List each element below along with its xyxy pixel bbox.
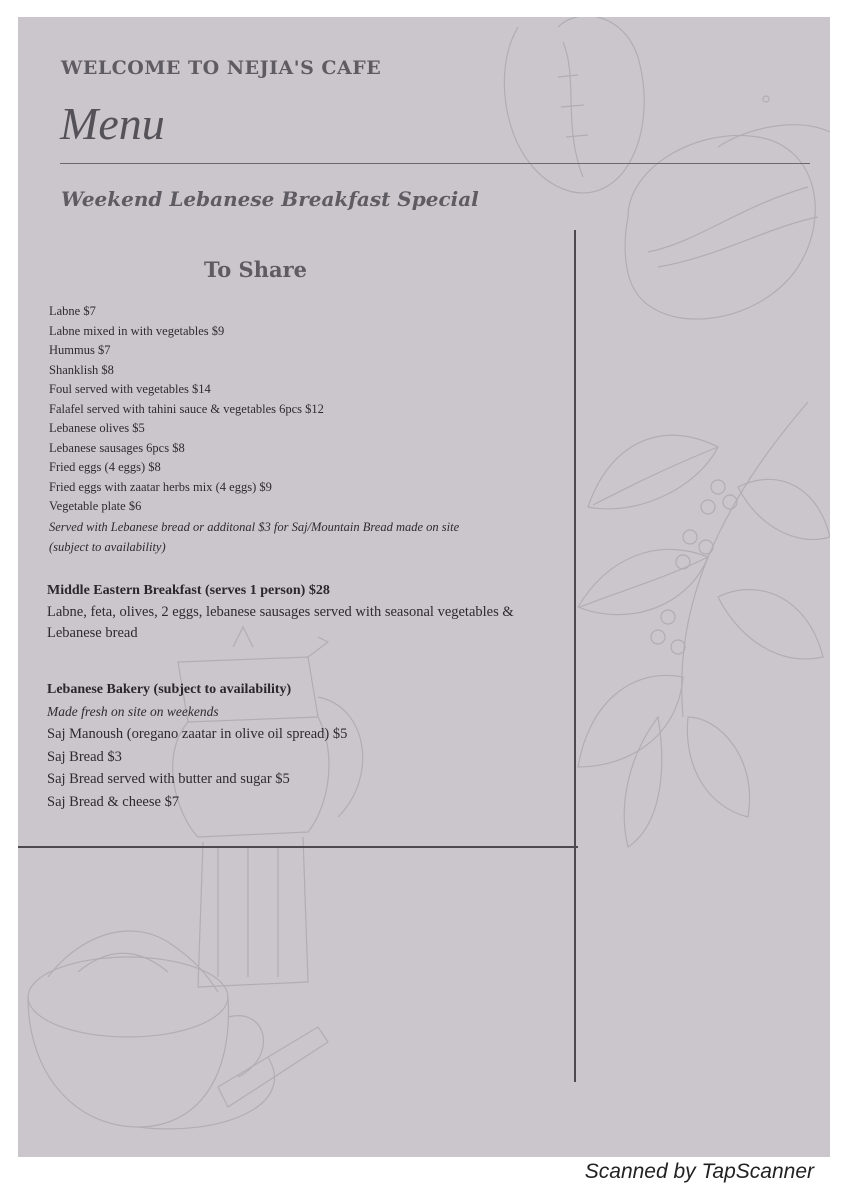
to-share-list bbox=[49, 302, 459, 557]
list-item: Lebanese olives $5 bbox=[49, 421, 145, 435]
availability-note: (subject to availability) bbox=[49, 539, 166, 554]
list-item: Fried eggs (4 eggs) $8 bbox=[49, 460, 161, 474]
divider bbox=[60, 163, 810, 164]
coffee-branch-illustration bbox=[578, 402, 830, 847]
middle-eastern-breakfast-section bbox=[47, 580, 567, 644]
list-item: Saj Bread served with butter and sugar $5 bbox=[47, 771, 290, 787]
scanner-watermark: Scanned by TapScanner bbox=[584, 1160, 814, 1183]
list-item: Hummus $7 bbox=[49, 343, 111, 357]
middle-eastern-breakfast-description: Labne, feta, olives, 2 eggs, lebanese sausages served with seasonal vegetables & Lebanese bread bbox=[47, 604, 514, 641]
list-item: Saj Manoush (oregano zaatar in olive oil spread) $5 bbox=[47, 726, 348, 742]
list-item: Lebanese sausages 6pcs $8 bbox=[49, 440, 185, 455]
to-share-heading: To Share bbox=[204, 257, 308, 282]
lebanese-bakery-section bbox=[47, 679, 347, 813]
list-item: Vegetable plate $6 bbox=[49, 499, 142, 513]
cafe-welcome-heading: WELCOME TO NEJIA'S CAFE bbox=[61, 57, 382, 79]
list-item: Falafel served with tahini sauce & vegetables 6pcs $12 bbox=[49, 401, 324, 416]
coffee-beans-illustration bbox=[504, 17, 830, 319]
list-item: Fried eggs with zaatar herbs mix (4 eggs) $9 bbox=[49, 479, 272, 494]
list-item: Labne $7 bbox=[49, 304, 96, 318]
list-item: Saj Bread & cheese $7 bbox=[47, 793, 180, 810]
menu-title: Menu bbox=[60, 98, 165, 149]
bread-note: Served with Lebanese bread or additonal $3 for Saj/Mountain Bread made on site bbox=[49, 519, 460, 534]
list-item: Saj Bread $3 bbox=[47, 748, 122, 765]
column-divider bbox=[574, 230, 576, 1082]
lebanese-bakery-subtitle: Made fresh on site on weekends bbox=[47, 704, 219, 719]
menu-page bbox=[18, 17, 830, 1157]
coffee-cup-illustration bbox=[28, 931, 328, 1129]
list-item: Labne mixed in with vegetables $9 bbox=[49, 323, 225, 338]
list-item: Shanklish $8 bbox=[49, 362, 114, 377]
middle-eastern-breakfast-title: Middle Eastern Breakfast (serves 1 person) $28 bbox=[47, 583, 330, 598]
list-item: Foul served with vegetables $14 bbox=[49, 382, 211, 396]
lebanese-bakery-title: Lebanese Bakery (subject to availability) bbox=[47, 682, 292, 697]
section-divider bbox=[18, 846, 578, 848]
special-title: Weekend Lebanese Breakfast Special bbox=[61, 187, 479, 211]
